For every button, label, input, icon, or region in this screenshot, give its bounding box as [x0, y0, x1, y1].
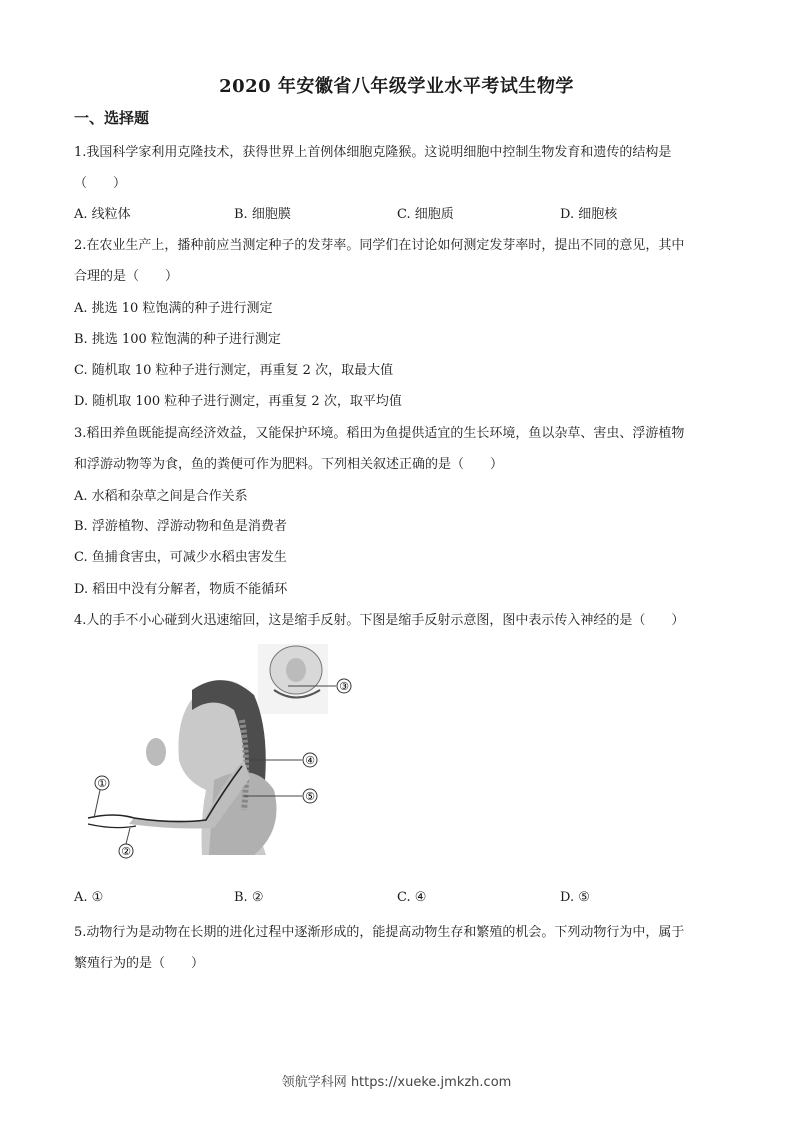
reflex-arc-figure	[74, 640, 374, 872]
question-3-option-c: C. 鱼捕食害虫，可减少水稻虫害发生	[74, 550, 287, 565]
page-title: 2020 年安徽省八年级学业水平考试生物学	[219, 76, 574, 97]
option-c: C. 细胞质	[397, 207, 454, 222]
option-d: D. ⑤	[560, 890, 590, 905]
option-d: D. 细胞核	[560, 207, 618, 222]
question-5-text: 5.动物行为是动物在长期的进化过程中逐渐形成的，能提高动物生存和繁殖的机会。下列动物行为中，属于	[74, 925, 685, 940]
question-4-options	[74, 890, 724, 910]
question-2-option-b: B. 挑选 100 粒饱满的种子进行测定	[74, 332, 281, 347]
option-b: B. ②	[234, 890, 264, 905]
spinal-cord-inset	[258, 644, 328, 714]
figure-label-1: ①	[97, 777, 107, 790]
question-4-text: 4.人的手不小心碰到火迅速缩回，这是缩手反射。下图是缩手反射示意图，图中表示传入神经的是（ ）	[74, 613, 685, 628]
option-a: A. 线粒体	[74, 207, 131, 222]
figure-label-4: ④	[305, 754, 315, 767]
option-b: B. 细胞膜	[234, 207, 291, 222]
question-3-text-cont: 和浮游动物等为食，鱼的粪便可作为肥料。下列相关叙述正确的是（ ）	[74, 457, 504, 472]
question-2-option-a: A. 挑选 10 粒饱满的种子进行测定	[74, 301, 273, 316]
question-5-text-cont: 繁殖行为的是（ ）	[74, 956, 205, 971]
question-2-option-d: D. 随机取 100 粒种子进行测定，再重复 2 次，取平均值	[74, 394, 402, 409]
question-2-option-c: C. 随机取 10 粒种子进行测定，再重复 2 次，取最大值	[74, 363, 394, 378]
figure-label-5: ⑤	[305, 790, 315, 803]
question-3-option-d: D. 稻田中没有分解者，物质不能循环	[74, 582, 288, 597]
question-1-text: 1.我国科学家利用克隆技术，获得世界上首例体细胞克隆猴。这说明细胞中控制生物发育和遗传的结构是	[74, 145, 672, 160]
figure-label-2: ②	[121, 845, 131, 858]
question-3-option-b: B. 浮游植物、浮游动物和鱼是消费者	[74, 519, 287, 534]
section-heading: 一、选择题	[74, 109, 150, 127]
footer-watermark: 领航学科网 https://xueke.jmkzh.com	[281, 1075, 512, 1090]
question-2-text-cont: 合理的是（ ）	[74, 269, 179, 284]
option-c: C. ④	[397, 890, 427, 905]
question-3-option-a: A. 水稻和杂草之间是合作关系	[74, 489, 248, 504]
figure-label-3: ③	[339, 680, 349, 693]
question-1-options	[74, 203, 724, 223]
question-1-blank: （ ）	[74, 176, 127, 191]
person-illustration	[88, 680, 277, 855]
question-3-text: 3.稻田养鱼既能提高经济效益，又能保护环境。稻田为鱼提供适宜的生长环境，鱼以杂草、害虫、浮游植物	[74, 426, 685, 441]
question-2-text: 2.在农业生产上，播种前应当测定种子的发芽率。同学们在讨论如何测定发芽率时，提出不同的意见，其中	[74, 238, 685, 253]
option-a: A. ①	[74, 890, 104, 905]
